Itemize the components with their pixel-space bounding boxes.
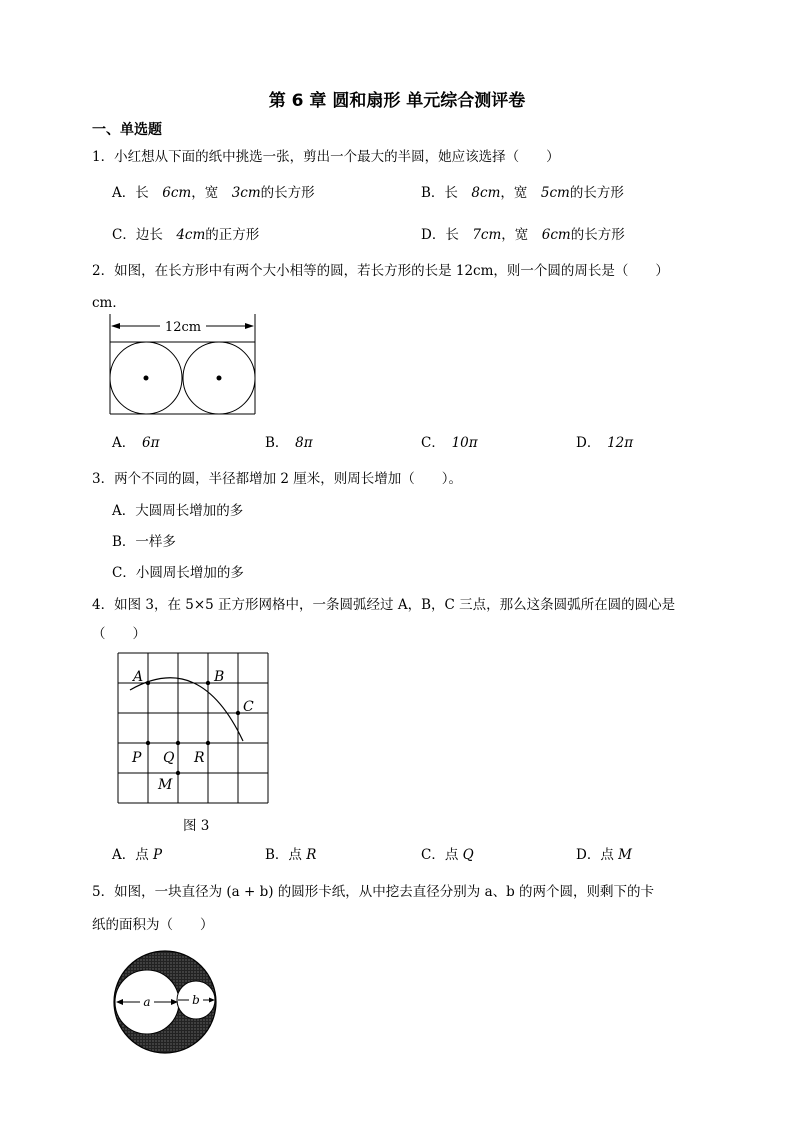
option-text: 边长 <box>135 227 177 243</box>
option-text: 小圆周长增加的多 <box>135 565 244 581</box>
option-text: ，宽 <box>191 185 232 201</box>
option-point: R <box>306 847 317 863</box>
page-title: 第 6 章 圆和扇形 单元综合测评卷 <box>268 91 526 111</box>
option-letter: C． <box>421 435 439 451</box>
option-text: 长 <box>444 185 472 201</box>
question-5-stem-cont: 纸的面积为（ ） <box>92 917 214 933</box>
q4-grid-figure <box>110 650 280 810</box>
option-value: 6cm <box>541 227 571 243</box>
option-text: 一样多 <box>135 534 176 550</box>
option-text: 长 <box>445 227 473 243</box>
q2-option-b[interactable] <box>265 431 313 451</box>
option-letter: D． <box>421 227 446 243</box>
point-label-b: B <box>214 669 225 685</box>
q5-figure <box>110 950 230 1060</box>
option-value: 4cm <box>176 227 206 243</box>
option-text: 的正方形 <box>205 227 260 243</box>
question-2-stem: 2．如图，在长方形中有两个大小相等的圆，若长方形的长是 12cm，则一个圆的周长是（ ） <box>92 263 669 279</box>
option-letter: A． <box>112 847 136 863</box>
question-3-stem: 3．两个不同的圆，半径都增加 2 厘米，则周长增加（ ）。 <box>92 471 463 487</box>
question-4-stem-cont: （ ） <box>92 626 146 642</box>
point-label-a: A <box>133 669 144 685</box>
option-text: 点 <box>600 847 619 863</box>
q2-option-d[interactable] <box>576 431 633 451</box>
q4-option-d[interactable] <box>576 843 632 863</box>
option-point: Q <box>462 847 474 863</box>
q3-option-a[interactable] <box>112 499 243 519</box>
option-value: 6cm <box>162 185 192 201</box>
option-letter: B． <box>265 847 289 863</box>
option-letter: D． <box>576 847 601 863</box>
q3-option-b[interactable] <box>112 530 176 550</box>
question-1-stem: 1．小红想从下面的纸中挑选一张，剪出一个最大的半圆，她应该选择（ ） <box>92 149 560 165</box>
q4-option-b[interactable] <box>265 843 316 863</box>
option-text: 的长方形 <box>570 227 625 243</box>
dimension-label: 12cm <box>164 320 202 335</box>
option-text: ，宽 <box>501 227 542 243</box>
option-text: 点 <box>288 847 307 863</box>
option-letter: A． <box>112 435 129 451</box>
option-text: 的长方形 <box>569 185 624 201</box>
option-value: 3cm <box>231 185 261 201</box>
point-label-q: Q <box>163 750 175 766</box>
option-value: 12π <box>607 435 634 451</box>
figure-caption: 图 3 <box>183 818 210 834</box>
option-value: 5cm <box>540 185 570 201</box>
section-heading: 一、单选题 <box>92 122 162 138</box>
q4-option-a[interactable] <box>112 843 162 863</box>
q4-option-c[interactable] <box>421 843 474 863</box>
option-point: P <box>153 847 163 863</box>
option-letter: A． <box>112 185 136 201</box>
point-label-r: R <box>194 750 205 766</box>
option-text: 大圆周长增加的多 <box>135 503 244 519</box>
option-text: 点 <box>444 847 463 863</box>
option-letter: B． <box>265 435 282 451</box>
option-value: 8cm <box>471 185 501 201</box>
q1-option-b[interactable] <box>421 181 624 201</box>
option-letter: C． <box>112 565 136 581</box>
q1-option-c[interactable] <box>112 223 259 243</box>
q1-option-a[interactable] <box>112 181 315 201</box>
point-label-m: M <box>158 777 173 793</box>
option-text: ，宽 <box>500 185 541 201</box>
option-value: 6π <box>142 435 160 451</box>
option-letter: D． <box>576 435 594 451</box>
option-value: 8π <box>295 435 313 451</box>
option-text: 长 <box>135 185 163 201</box>
diameter-label-b: b <box>192 993 200 1007</box>
diameter-label-a: a <box>143 995 151 1009</box>
option-value: 10π <box>451 435 478 451</box>
option-point: M <box>618 847 632 863</box>
point-label-p: P <box>132 750 142 766</box>
option-text: 点 <box>135 847 154 863</box>
option-letter: B． <box>421 185 445 201</box>
option-letter: C． <box>112 227 136 243</box>
option-text: 的长方形 <box>260 185 315 201</box>
option-letter: B． <box>112 534 136 550</box>
q3-option-c[interactable] <box>112 561 244 581</box>
option-letter: C． <box>421 847 445 863</box>
question-4-stem: 4．如图 3，在 5×5 正方形网格中，一条圆弧经过 A，B，C 三点，那么这条圆弧所在圆的圆心是 <box>92 597 676 613</box>
q2-option-c[interactable] <box>421 431 478 451</box>
point-label-c: C <box>243 699 254 715</box>
question-2-stem-cont: cm． <box>92 295 126 311</box>
q1-option-d[interactable] <box>421 223 625 243</box>
q2-option-a[interactable] <box>112 431 159 451</box>
q2-figure <box>100 314 270 418</box>
question-5-stem: 5．如图，一块直径为 (a + b) 的圆形卡纸，从中挖去直径分别为 a、b 的两个圆，则剩下的卡 <box>92 884 655 900</box>
option-letter: A． <box>112 503 136 519</box>
option-value: 7cm <box>472 227 502 243</box>
